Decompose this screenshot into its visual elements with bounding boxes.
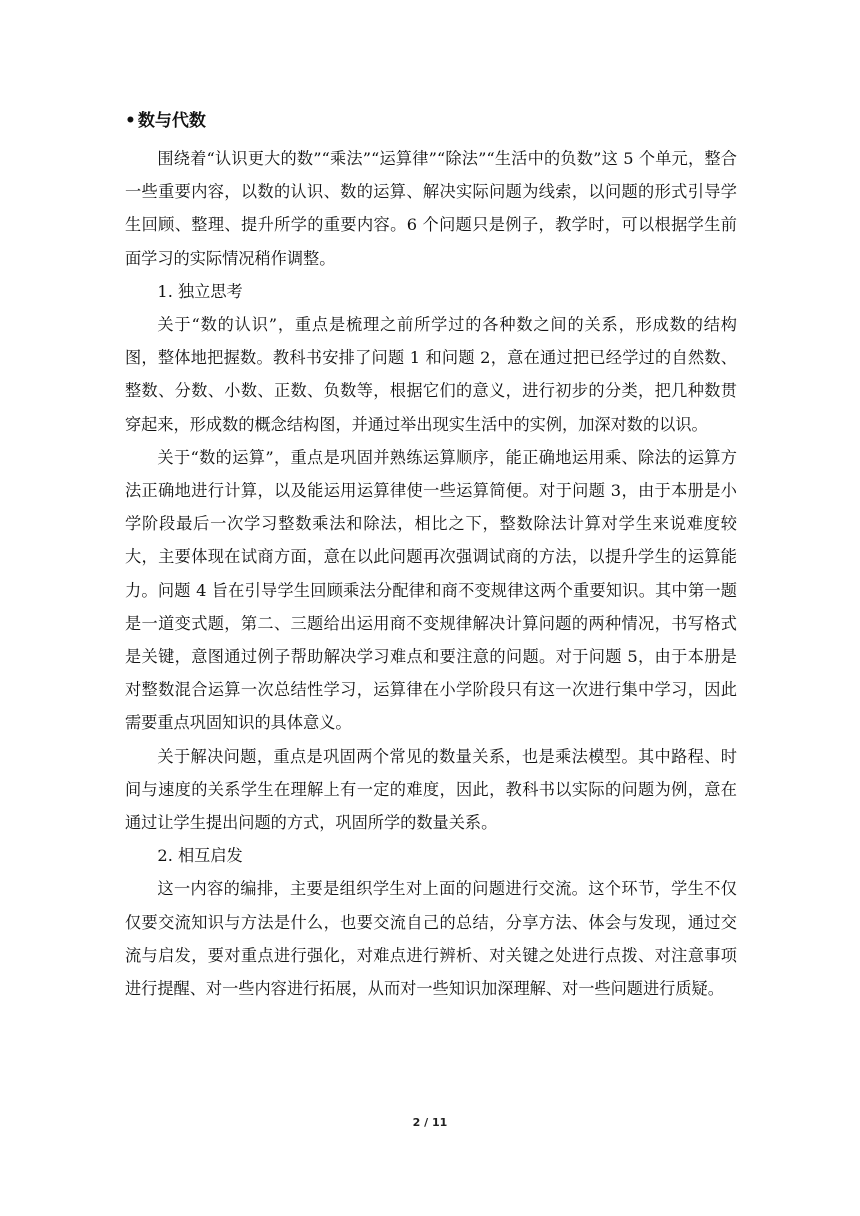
subheading-mutual-inspiration: 2. 相互启发 <box>157 846 243 866</box>
intro-paragraph: 围绕着“认识更大的数”“乘法”“运算律”“除法”“生活中的负数”这 5 个单元，整合一些重要内容，以数的认识、数的运算、解决实际问题为线索，以问题的形式引导学生回顾、整理、提升所学的重要内容。6 个问题只是例子，教学时，可以根据学生前面学习的实际情况稍作调整。 <box>125 149 737 268</box>
number-operation-paragraph: 关于“数的运算”，重点是巩固并熟练运算顺序，能正确地运用乘、除法的运算方法正确地进行计算，以及能运用运算律使一些运算简便。对于问题 3，由于本册是小学阶段最后一次学习整数乘法和除法，相比之下，整数除法计算对学生来说难度较大，主要体现在试商方面，意在以此问题再次强调试商的方法，以提升学生的运算能力。问题 4 旨在引导学生回顾乘法分配律和商不变规律这两个重要知识。其中第一题是一道变式题，第二、三题给出运用商不变规律解决计算问题的两种情况，书写格式是关键，意图通过例子帮助解决学习难点和要注意的问题。对于问题 5，由于本册是对整数混合运算一次总结性学习，运算律在小学阶段只有这一次进行集中学习，因此需要重点巩固知识的具体意义。 <box>125 447 737 733</box>
number-recognition-paragraph: 关于“数的认识”，重点是梳理之前所学过的各种数之间的关系，形成数的结构图，整体地把握数。教科书安排了问题 1 和问题 2，意在通过把已经学过的自然数、整数、分数、小数、正数、负数等，根据它们的意义，进行初步的分类，把几种数贯穿起来，形成数的概念结构图，并通过举出现实生活中的实例，加深对数的以识。 <box>125 315 737 434</box>
problem-solving-paragraph: 关于解决问题，重点是巩固两个常见的数量关系，也是乘法模型。其中路程、时间与速度的关系学生在理解上有一定的难度，因此，教科书以实际的问题为例，意在通过让学生提出问题的方式，巩固所学的数量关系。 <box>125 746 737 833</box>
page-number: 2 / 11 <box>412 1116 448 1129</box>
subheading-independent-thinking: 1. 独立思考 <box>157 281 243 301</box>
exchange-paragraph: 这一内容的编排，主要是组织学生对上面的问题进行交流。这个环节，学生不仅仅要交流知识与方法是什么，也要交流自己的总结，分享方法、体会与发现，通过交流与启发，要对重点进行强化，对难点进行辨析、对关键之处进行点拨、对注意事项进行提醒、对一些内容进行拓展，从而对一些知识加深理解、对一些问题进行质疑。 <box>125 879 737 999</box>
heading-title: 数与代数 <box>137 111 206 131</box>
heading-bullet: • <box>125 111 136 131</box>
section-heading <box>125 108 737 134</box>
page-content <box>125 108 737 1005</box>
